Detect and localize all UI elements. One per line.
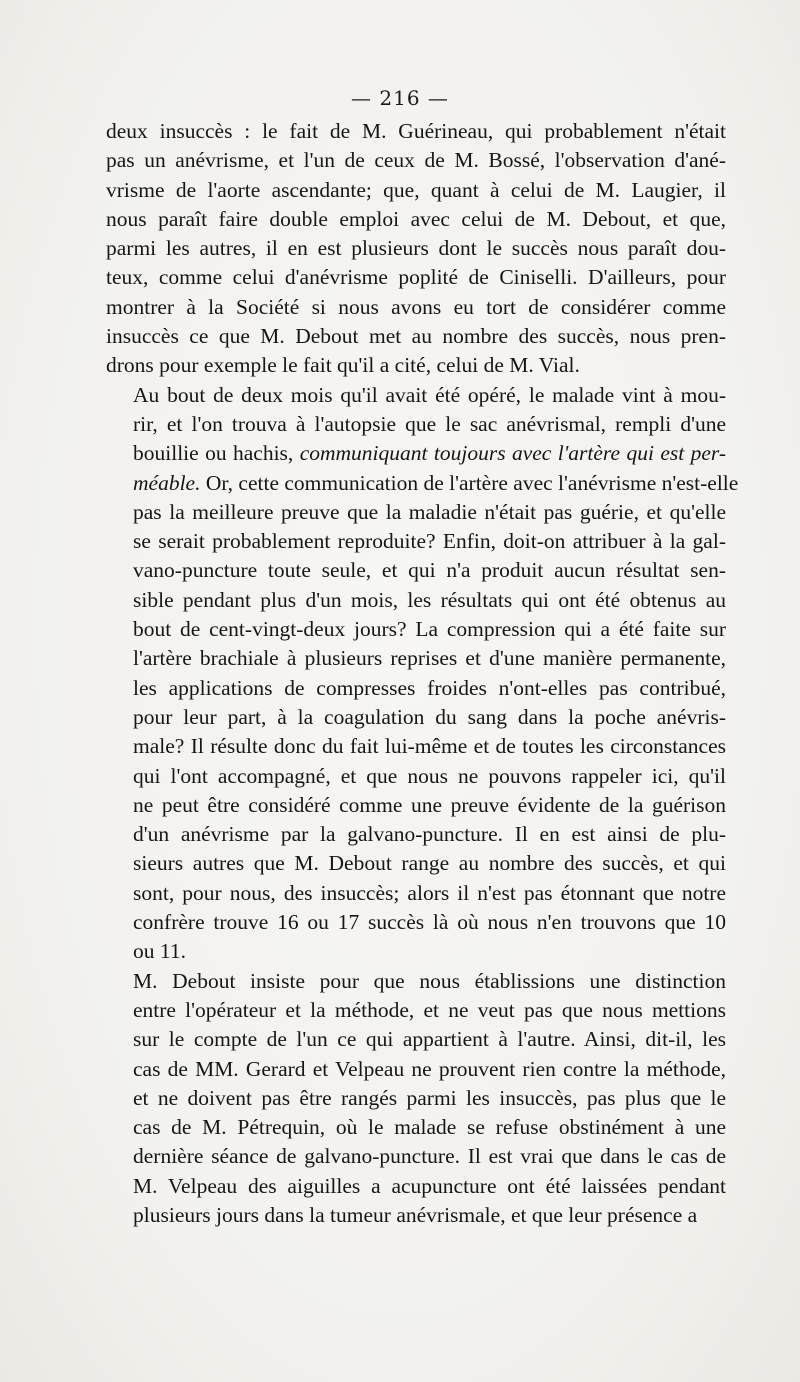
text-line (106, 996, 726, 1025)
text-run: M. Debout insiste pour que nous établissions une distinction (133, 968, 726, 993)
text-run: bout de cent-vingt-deux jours? La compression qui a été faite sur (133, 617, 726, 642)
text-line (106, 762, 726, 791)
text-run: entre l'opérateur et la méthode, et ne veut pas que nous mettions (133, 997, 726, 1022)
text-run: confrère trouve 16 ou 17 succès là où nous n'en trouvons que 10 (133, 910, 726, 935)
text-run: ne peut être considéré comme une preuve évidente de la guérison (133, 792, 726, 817)
text-run: parmi les autres, il en est plusieurs dont le succès nous paraît dou- (106, 236, 726, 261)
text-line (106, 234, 726, 263)
text-run: montrer à la Société si nous avons eu tort de considérer comme (106, 294, 726, 319)
text-run: cas de M. Pétrequin, où le malade se refuse obstinément à une (133, 1115, 726, 1140)
text-line (106, 1055, 726, 1084)
text-run: d'un anévrisme par la galvano-puncture. Il en est ainsi de plu- (133, 822, 726, 847)
text-run: ou 11. (133, 939, 186, 964)
paragraph (106, 381, 739, 967)
text-line (106, 381, 726, 410)
text-run: et ne doivent pas être rangés parmi les insuccès, pas plus que le (133, 1085, 726, 1110)
text-run: Au bout de deux mois qu'il avait été opéré, le malade vint à mou- (133, 382, 726, 407)
text-line (106, 263, 726, 292)
text-run: l'artère brachiale à plusieurs reprises et d'une manière permanente, (133, 646, 726, 671)
text-line (106, 176, 726, 205)
italic-text: méable. (133, 470, 201, 495)
text-line (106, 644, 726, 673)
text-run: sieurs autres que M. Debout range au nombre des succès, et qui (133, 851, 726, 876)
text-line (106, 586, 726, 615)
text-line (106, 967, 726, 996)
text-line (106, 351, 726, 380)
text-line (106, 1025, 726, 1054)
text-line (106, 703, 726, 732)
text-run: les applications de compresses froides n'ont-elles pas contribué, (133, 675, 726, 700)
body-text (106, 117, 739, 1230)
text-run: Or, cette communication de l'artère avec l'anévrisme n'est-elle (200, 470, 739, 495)
text-run: drons pour exemple le fait qu'il a cité, celui de M. Vial. (106, 353, 580, 378)
text-run: qui l'ont accompagné, et que nous ne pouvons rappeler ici, qu'il (133, 763, 726, 788)
text-line (106, 1113, 726, 1142)
text-line (106, 410, 726, 439)
text-run: dernière séance de galvano-puncture. Il est vrai que dans le cas de (133, 1144, 726, 1169)
text-line (106, 820, 726, 849)
text-run: pas un anévrisme, et l'un de ceux de M. Bossé, l'observation d'ané- (106, 148, 726, 173)
text-run: M. Velpeau des aiguilles a acupuncture ont été laissées pendant (133, 1173, 726, 1198)
paragraph (106, 117, 726, 381)
text-line (106, 498, 726, 527)
text-line (106, 146, 726, 175)
text-run: pas la meilleure preuve que la maladie n'était pas guérie, et qu'elle (133, 499, 726, 524)
text-line (106, 1201, 726, 1230)
text-line (106, 1172, 726, 1201)
text-run: rir, et l'on trouva à l'autopsie que le sac anévrismal, rempli d'une (133, 411, 726, 436)
text-line (106, 1084, 726, 1113)
text-run: pour leur part, à la coagulation du sang dans la poche anévris- (133, 704, 726, 729)
paragraph (106, 967, 726, 1231)
text-run: nous paraît faire double emploi avec celui de M. Debout, et que, (106, 206, 726, 231)
text-run: plusieurs jours dans la tumeur anévrismale, et que leur présence a (133, 1202, 698, 1227)
text-run: cas de MM. Gerard et Velpeau ne prouvent rien contre la méthode, (133, 1056, 726, 1081)
text-line (106, 293, 726, 322)
text-line (106, 615, 726, 644)
text-line (106, 879, 726, 908)
text-line (106, 322, 726, 351)
text-run: vano-puncture toute seule, et qui n'a produit aucun résultat sen- (133, 558, 726, 583)
text-run: sible pendant plus d'un mois, les résultats qui ont été obtenus au (133, 587, 726, 612)
text-line (106, 469, 739, 498)
page-number: — 216 — (351, 86, 449, 110)
text-run: male? Il résulte donc du fait lui-même et de toutes les circonstances (133, 734, 726, 759)
text-run: se serait probablement reproduite? Enfin, doit-on attribuer à la gal- (133, 529, 726, 554)
text-run: vrisme de l'aorte ascendante; que, quant à celui de M. Laugier, il (106, 177, 726, 202)
text-run: bouillie ou hachis, (133, 441, 300, 466)
text-run: deux insuccès : le fait de M. Guérineau, qui probablement n'était (106, 119, 726, 143)
text-run: sur le compte de l'un ce qui appartient à l'autre. Ainsi, dit-il, les (133, 1027, 726, 1052)
text-line (106, 791, 726, 820)
text-run: teux, comme celui d'anévrisme poplité de Ciniselli. D'ailleurs, pour (106, 265, 726, 290)
text-line (106, 937, 726, 966)
text-line (106, 849, 726, 878)
text-line (106, 439, 726, 468)
text-line (106, 1142, 726, 1171)
text-line (106, 732, 726, 761)
text-line (106, 527, 726, 556)
text-run: sont, pour nous, des insuccès; alors il n'est pas étonnant que notre (133, 880, 726, 905)
text-line (106, 674, 726, 703)
text-line (106, 117, 726, 146)
text-line (106, 556, 726, 585)
text-line (106, 205, 726, 234)
text-run: insuccès ce que M. Debout met au nombre des succès, nous pren- (106, 324, 726, 349)
italic-text: communiquant toujours avec l'artère qui est per- (299, 441, 726, 466)
text-line (106, 908, 726, 937)
